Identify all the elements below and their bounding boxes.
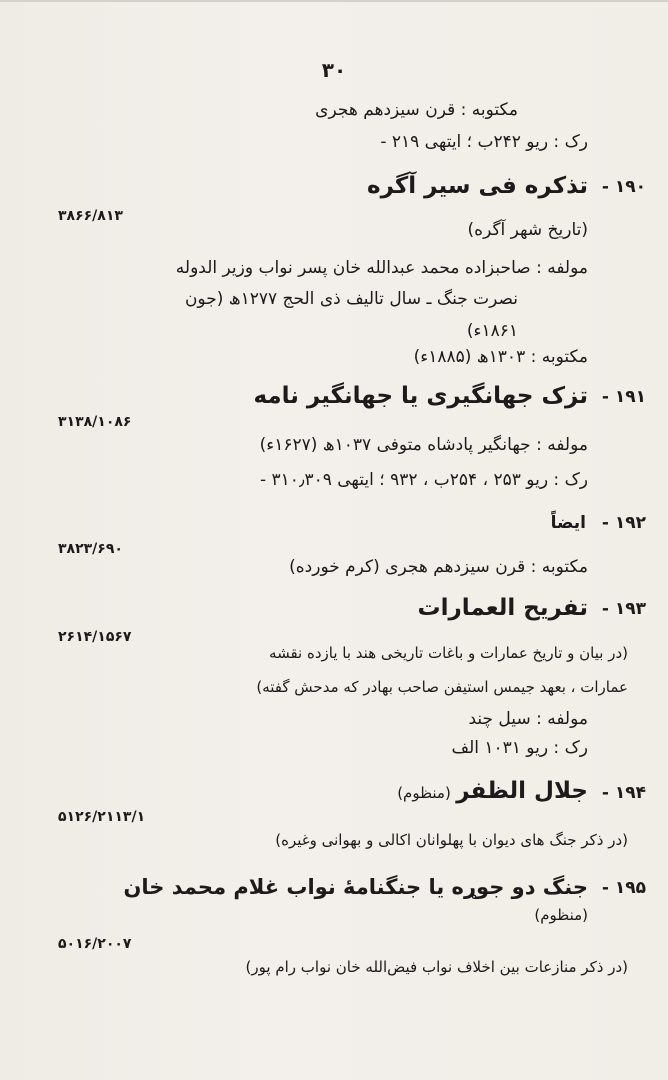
entry-194-tag: (منظوم) xyxy=(397,784,451,802)
entry-193-title: تفریح العمارات xyxy=(417,595,588,621)
entry-192-copied: مکتوبه : قرن سیزدهم هجری (کرم خورده) xyxy=(289,557,588,577)
entry-194-title: جلال الظفر xyxy=(456,778,588,804)
entry-195-shelfmark: ۵۰۱۶/۲۰۰۷ xyxy=(58,936,132,952)
entry-193-refs: رک : ریو ۱۰۳۱ الف xyxy=(451,738,588,758)
entry-195-title: جنگ دو جوړه یا جنگنامهٔ نواب غلام محمد خان xyxy=(123,875,588,899)
entry-193-number: ۱۹۳ - xyxy=(601,599,646,619)
entry-191-shelfmark: ۳۱۳۸/۱۰۸۶ xyxy=(58,414,132,430)
entry-192-number: ۱۹۲ - xyxy=(601,513,646,533)
entry-193-author: مولفه : سیل چند xyxy=(468,709,588,729)
entry-193-desc-1: (در بیان و تاریخ عمارات و باغات تاریخی هند با یازده نقشه xyxy=(269,644,628,662)
entry-191-title: تزک جهانگیری یا جهانگیر نامه xyxy=(253,383,588,409)
entry-194-number: ۱۹۴ - xyxy=(601,783,646,803)
entry-194-shelfmark: ۵۱۲۶/۲۱۱۳/۱ xyxy=(58,809,146,825)
entry-190-author-1: مولفه : صاحبزاده محمد عبدالله خان پسر نواب وزیر الدوله xyxy=(175,258,588,278)
top-edge xyxy=(0,0,668,2)
entry-195-tag: (منظوم) xyxy=(534,906,588,924)
entry-190-title: تذکره فی سیر آگره xyxy=(367,173,588,199)
entry-193-shelfmark: ۲۶۱۴/۱۵۶۷ xyxy=(58,629,132,645)
entry-192-shelfmark: ۳۸۲۳/۶۹۰ xyxy=(58,541,123,557)
entry-191-refs: رک : ریو ۲۵۳ ، ۲۵۴ب ، ۹۳۲ ؛ ایتهی ۳۱۰٫۳۰۹ - xyxy=(260,470,588,490)
entry-193-desc-2: عمارات ، بعهد جیمس استیفن صاحب بهادر که مدحش گفته) xyxy=(256,678,628,696)
entry-191-number: ۱۹۱ - xyxy=(601,387,646,407)
entry-191-author: مولفه : جهانگیر پادشاه متوفی ۱۰۳۷ھ (۱۶۲۷ء) xyxy=(259,435,588,455)
page-number: ۳۰ xyxy=(321,58,347,82)
entry-194-desc: (در ذکر جنگ های دیوان با پهلوانان اکالی و بهوانی وغیره) xyxy=(275,831,628,849)
entry-190-author-2: نصرت جنگ ـ سال تالیف ذی الحج ۱۲۷۷ھ (جون xyxy=(184,289,518,309)
entry-190-number: ۱۹۰ - xyxy=(601,177,646,197)
entry-189-refs: رک : ریو ۲۴۲ب ؛ ایتهی ۲۱۹ - xyxy=(380,132,588,152)
entry-195-number: ۱۹۵ - xyxy=(601,878,646,898)
entry-190-author-3: ۱۸۶۱ء) xyxy=(466,321,518,341)
entry-192-title: ایضاً xyxy=(550,513,586,533)
entry-194-heading xyxy=(397,776,588,806)
entry-190-copied: مکتوبه : ۱۳۰۳ھ (۱۸۸۵ء) xyxy=(413,347,588,367)
entry-190-subtitle: (تاریخ شهر آگره) xyxy=(467,220,588,240)
entry-190-shelfmark: ۳۸۶۶/۸۱۳ xyxy=(58,208,123,224)
entry-195-desc: (در ذکر منازعات بین اخلاف نواب فیض‌الله خان نواب رام پور) xyxy=(245,958,628,976)
entry-189-copied: مکتوبه : قرن سیزدهم هجری xyxy=(315,100,518,120)
